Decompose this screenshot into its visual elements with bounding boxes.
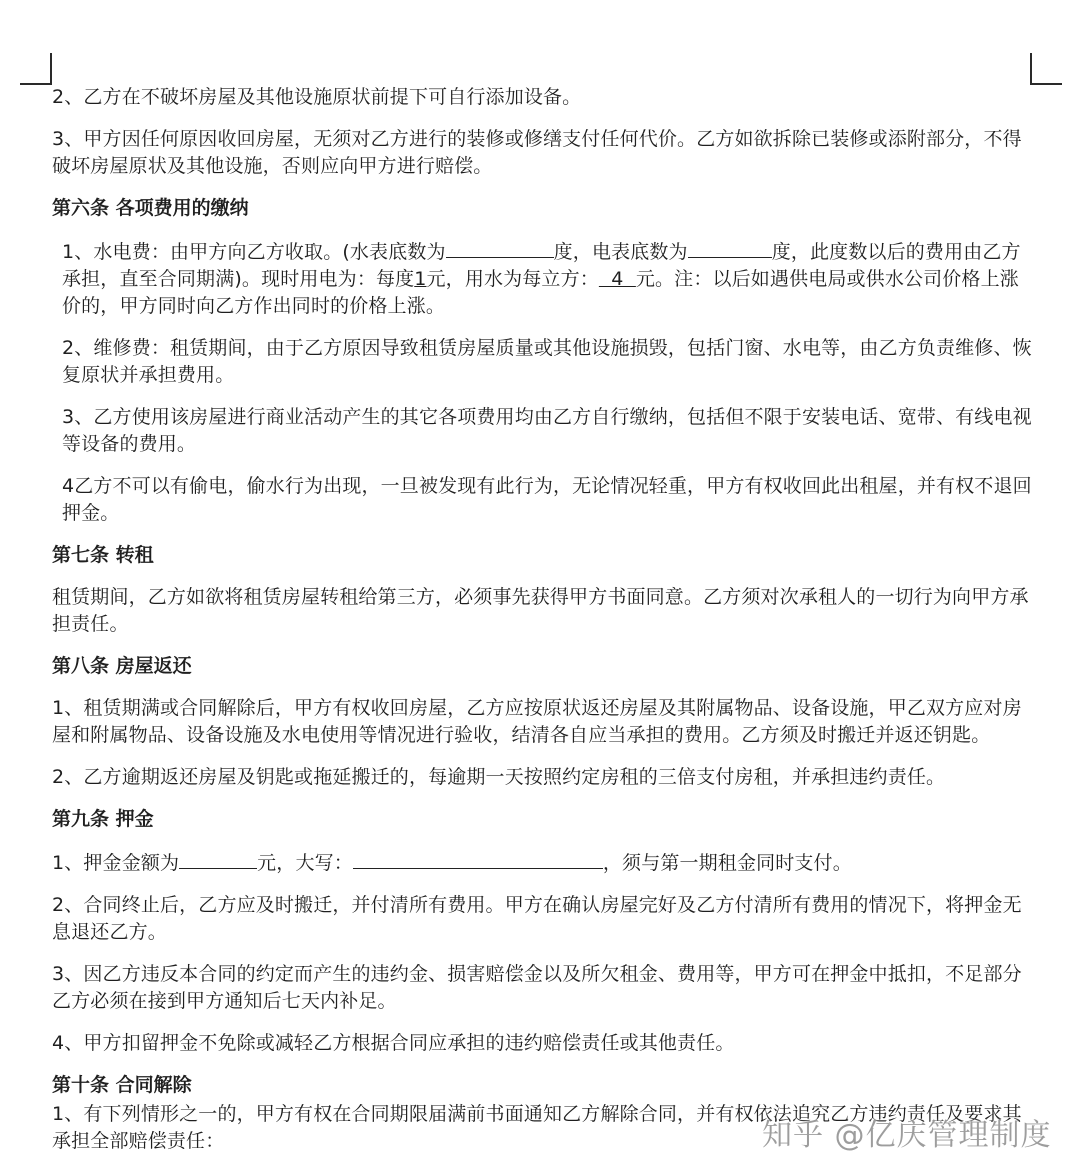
clause-5-item-2: 2、乙方在不破坏房屋及其他设施原状前提下可自行添加设备。 bbox=[52, 86, 582, 108]
contract-body bbox=[52, 84, 1032, 1170]
article-7-heading: 第七条 转租 bbox=[52, 544, 154, 566]
clause-5-item-3: 3、甲方因任何原因收回房屋，无须对乙方进行的装修或修缮支付任何代价。乙方如欲拆除已装修或添附部分，不得破坏房屋原状及其他设施，否则应向甲方进行赔偿。 bbox=[52, 128, 1022, 177]
clause-6-item-1-text-e: 元，用水为每立方： bbox=[426, 268, 599, 290]
clause-7-text: 租赁期间，乙方如欲将租赁房屋转租给第三方，必须事先获得甲方书面同意。乙方须对次承租人的一切行为向甲方承担责任。 bbox=[52, 586, 1029, 635]
deposit-amount-blank bbox=[179, 848, 257, 869]
clause-9-item-1-text-a: 1、押金金额为 bbox=[52, 852, 180, 874]
clause-10-item-1: 1、有下列情形之一的，甲方有权在合同期限届满前书面通知乙方解除合同，并有权依法追究乙方违约责任及要求其承担全部赔偿责任： bbox=[52, 1103, 1022, 1152]
water-price-value: 4 bbox=[598, 268, 636, 290]
electric-price-value: 1 bbox=[414, 268, 427, 290]
article-6-heading: 第六条 各项费用的缴纳 bbox=[52, 197, 249, 219]
water-meter-blank bbox=[446, 237, 554, 258]
electric-meter-blank bbox=[688, 237, 772, 258]
clause-9-item-3: 3、因乙方违反本合同的约定而产生的违约金、损害赔偿金以及所欠租金、费用等，甲方可在押金中抵扣，不足部分乙方必须在接到甲方通知后七天内补足。 bbox=[52, 963, 1022, 1012]
clause-9-item-1-text-c: ，须与第一期租金同时支付。 bbox=[602, 852, 852, 874]
clause-6-item-1-text-c: 度，此度数以后的费用由乙方承担，直至合同期满)。现时用电为：每度 bbox=[62, 241, 1021, 290]
clause-6-item-1-text-a: 1、水电费：由甲方向乙方收取。(水表底数为 bbox=[62, 241, 446, 263]
clause-6-item-3: 3、乙方使用该房屋进行商业活动产生的其它各项费用均由乙方自行缴纳，包括但不限于安装电话、宽带、有线电视等设备的费用。 bbox=[62, 406, 1032, 455]
article-9-heading: 第九条 押金 bbox=[52, 808, 154, 830]
deposit-amount-words-blank bbox=[353, 848, 603, 869]
clause-9-item-1 bbox=[52, 848, 1032, 877]
clause-8-item-2: 2、乙方逾期返还房屋及钥匙或拖延搬迁的，每逾期一天按照约定房租的三倍支付房租，并承担违约责任。 bbox=[52, 766, 946, 788]
article-8-heading: 第八条 房屋返还 bbox=[52, 655, 192, 677]
clause-8-item-1: 1、租赁期满或合同解除后，甲方有权收回房屋，乙方应按原状返还房屋及其附属物品、设备设施，甲乙双方应对房屋和附属物品、设备设施及水电使用等情况进行验收，结清各自应当承担的费用。乙方须及时搬迁并返还钥匙。 bbox=[52, 697, 1022, 746]
clause-9-item-1-text-b: 元，大写： bbox=[257, 852, 353, 874]
clause-9-item-4: 4、甲方扣留押金不免除或减轻乙方根据合同应承担的违约赔偿责任或其他责任。 bbox=[52, 1032, 735, 1054]
clause-6-item-4: 4乙方不可以有偷电，偷水行为出现，一旦被发现有此行为，无论情况轻重，甲方有权收回此出租屋，并有权不退回押金。 bbox=[62, 475, 1032, 524]
clause-9-item-2: 2、合同终止后，乙方应及时搬迁，并付清所有费用。甲方在确认房屋完好及乙方付清所有费用的情况下，将押金无息退还乙方。 bbox=[52, 894, 1022, 943]
clause-6-item-1-text-g: 元。注：以后如遇供电局或供水公司价格上涨价的，甲方同时向乙方作出同时的价格上涨。 bbox=[62, 268, 1019, 317]
page-corner-mark-top-left bbox=[20, 53, 52, 85]
clause-6-item-1 bbox=[52, 237, 1032, 320]
watermark-text: 知乎 @亿庆管理制度 bbox=[762, 1118, 1052, 1153]
page-corner-mark-top-right bbox=[1030, 53, 1062, 85]
clause-6-item-1-text-b: 度，电表底数为 bbox=[553, 241, 688, 263]
article-10-heading: 第十条 合同解除 bbox=[52, 1074, 192, 1096]
clause-6-item-2: 2、维修费：租赁期间，由于乙方原因导致租赁房屋质量或其他设施损毁，包括门窗、水电等，由乙方负责维修、恢复原状并承担费用。 bbox=[62, 337, 1032, 386]
